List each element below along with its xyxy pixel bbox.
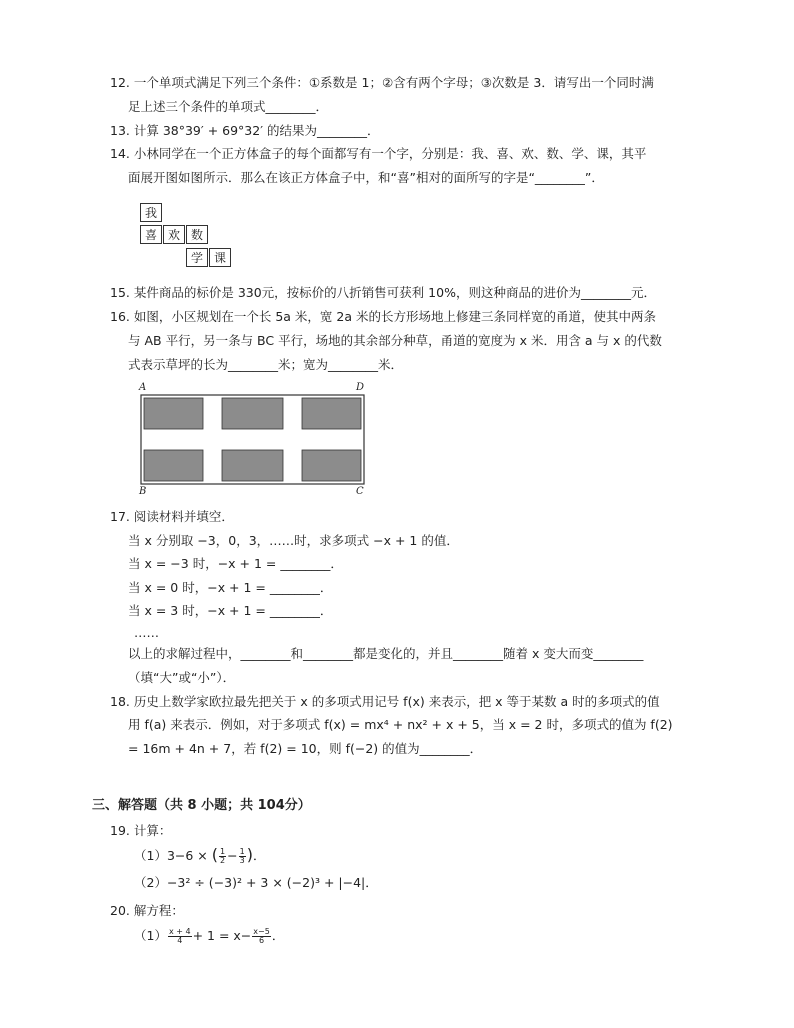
q20-part1: （1） $\frac{x + 4}{4}$ + 1 = x− $\frac{x-5}{6}$ ．	[134, 927, 285, 945]
q17-line7: 以上的求解过程中，________和________都是变化的，并且________随着 x 变大而变________	[128, 646, 644, 661]
q16-line1: 16. 如图，小区规划在一个长 5a 米，宽 2a 米的长方形场地上修建三条同样宽的甬道，使其中两条	[110, 309, 656, 324]
q19-line1: 19. 计算：	[110, 823, 172, 838]
q17-line5: 当 x = 3 时，−x + 1 = ________．	[128, 603, 333, 618]
lawn-bottom-left	[144, 450, 203, 481]
field-diagram	[140, 394, 366, 486]
net-cell-shu: 数	[186, 225, 208, 244]
q17-line8: （填“大”或“小”）．	[128, 670, 236, 685]
q19-part1-prefix: （1）3−6 ×	[134, 848, 208, 863]
fraction-x-minus-5-over-6: $\frac{x-5}{6}$	[253, 927, 270, 945]
q20-line1: 20. 解方程：	[110, 903, 184, 918]
q17-line4: 当 x = 0 时，−x + 1 = ________．	[128, 580, 333, 595]
q17-line2: 当 x 分别取 −3，0，3，……时，求多项式 −x + 1 的值．	[128, 533, 459, 548]
q12-line2: 足上述三个条件的单项式________．	[128, 99, 329, 114]
lawn-bottom-middle	[222, 450, 283, 481]
q17-line6: ……	[134, 625, 159, 640]
net-cell-xue: 学	[186, 248, 208, 267]
net-cell-xi: 喜	[140, 225, 162, 244]
net-cell-wo: 我	[140, 203, 162, 222]
fraction-x-plus-4-over-4: $\frac{x + 4}{4}$	[168, 927, 191, 945]
net-cell-ke: 课	[209, 248, 231, 267]
point-c-label: C	[356, 486, 364, 497]
lawn-top-right	[302, 398, 361, 429]
q19-part1: （1）3−6 × ( $\frac{1}{2}$ − $\frac{1}{3}$ )．	[134, 845, 266, 865]
section-heading: 三、解答题（共 8 小题；共 104分）	[92, 798, 311, 813]
q17-line3: 当 x = −3 时，−x + 1 = ________．	[128, 556, 343, 571]
fraction-half: $\frac{1}{2}$	[220, 847, 226, 865]
net-cell-huan: 欢	[163, 225, 185, 244]
q13-line1: 13. 计算 38°39′ + 69°32′ 的结果为________．	[110, 123, 380, 138]
q17-line1: 17. 阅读材料并填空．	[110, 509, 234, 524]
point-d-label: D	[356, 382, 365, 393]
q18-line1: 18. 历史上数学家欧拉最先把关于 x 的多项式用记号 f(x) 来表示，把 x 等于某数 a 时的多项式的值	[110, 694, 660, 709]
fraction-third: $\frac{1}{3}$	[239, 847, 245, 865]
q12-line1: 12. 一个单项式满足下列三个条件：①系数是 1；②含有两个字母；③次数是 3．请写出一个同时满	[110, 75, 654, 90]
q18-line2: 用 f(a) 来表示．例如，对于多项式 f(x) = mx⁴ + nx² + x + 5，当 x = 2 时，多项式的值为 f(2)	[128, 717, 673, 732]
lawn-bottom-right	[302, 450, 361, 481]
point-a-label: A	[139, 382, 147, 393]
q19-part2: （2）−3² ÷ (−3)² + 3 × (−2)³ + |−4|．	[134, 875, 378, 890]
q16-line3: 式表示草坪的长为________米；宽为________米．	[128, 357, 404, 372]
q16-line2: 与 AB 平行，另一条与 BC 平行，场地的其余部分种草，甬道的宽度为 x 米．用含 a 与 x 的代数	[128, 333, 662, 348]
q14-line2: 面展开图如图所示．那么在该正方体盒子中，和“喜”相对的面所写的字是“________”．	[128, 170, 604, 185]
q15-line1: 15. 某件商品的标价是 330元，按标价的八折销售可获利 10%，则这种商品的进价为________元．	[110, 285, 656, 300]
lawn-top-left	[144, 398, 203, 429]
q18-line3: = 16m + 4n + 7，若 f(2) = 10，则 f(−2) 的值为________．	[128, 741, 483, 756]
lawn-top-middle	[222, 398, 283, 429]
q14-line1: 14. 小林同学在一个正方体盒子的每个面都写有一个字，分别是：我、喜、欢、数、学、课，其平	[110, 146, 647, 161]
point-b-label: B	[139, 486, 147, 497]
